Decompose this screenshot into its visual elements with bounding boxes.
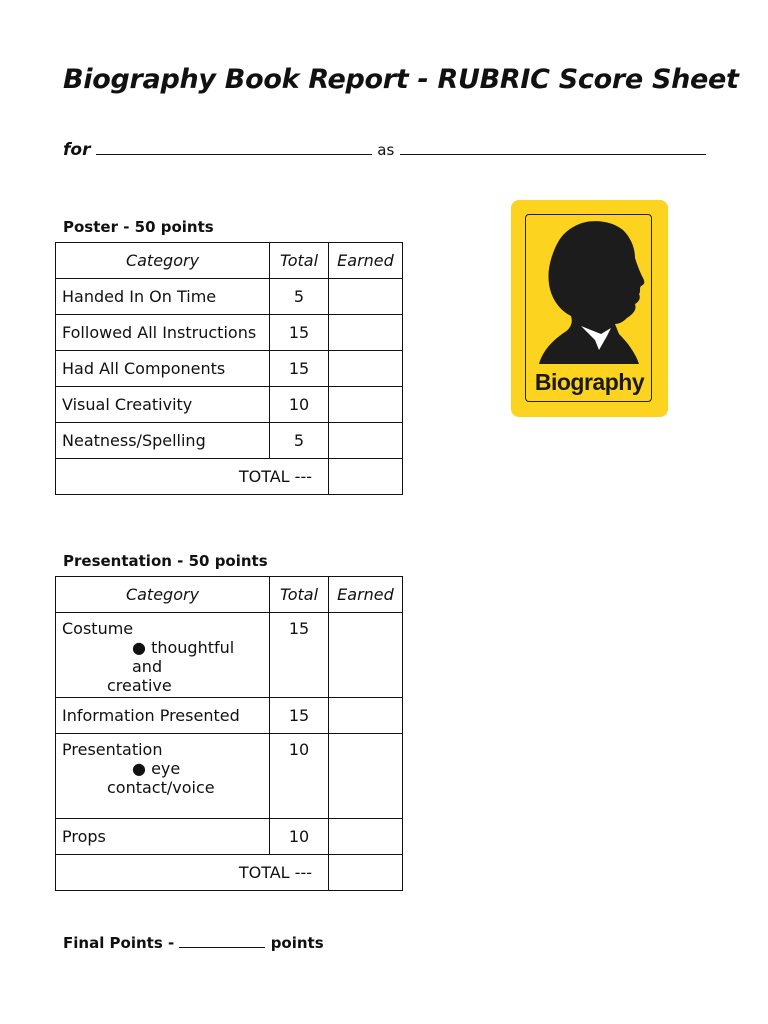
category-cell: Followed All Instructions [56,315,270,351]
presentation-heading: Presentation - 50 points [63,552,268,570]
poster-heading: Poster - 50 points [63,218,214,236]
category-cell [56,734,270,819]
total-cell: 15 [270,315,329,351]
bullet-text-wrap: contact/voice [107,778,215,797]
table-row [56,698,403,734]
earned-cell[interactable] [329,734,403,819]
bullet-text: thoughtful and [132,638,235,676]
earned-cell[interactable] [329,819,403,855]
column-header-earned: Earned [329,243,403,279]
table-row [56,279,403,315]
total-cell: 10 [270,734,329,819]
bullet-icon: ● [132,638,146,657]
table-row [56,423,403,459]
earned-total-cell[interactable] [329,459,403,495]
bullet-item [62,638,263,676]
table-row [56,351,403,387]
total-cell: 10 [270,387,329,423]
column-header-category: Category [56,243,270,279]
earned-total-cell[interactable] [329,855,403,891]
column-header-total: Total [270,243,329,279]
total-cell: 5 [270,423,329,459]
for-label: for [63,140,91,160]
final-points-suffix: points [270,934,324,952]
total-row [56,855,403,891]
page-title: Biography Book Report - RUBRIC Score Sheet [63,64,739,95]
table-row [56,819,403,855]
poster-table [55,242,403,495]
table-row [56,613,403,698]
presentation-table [55,576,403,891]
column-header-total: Total [270,577,329,613]
logo-text: Biography [534,369,645,395]
student-name-blank[interactable] [96,140,372,155]
category-label: Costume [62,619,134,638]
category-cell: Information Presented [56,698,270,734]
earned-cell[interactable] [329,698,403,734]
biography-logo [511,200,668,417]
as-label: as [377,141,395,159]
total-row [56,459,403,495]
final-points-label: Final Points - [63,934,175,952]
earned-cell[interactable] [329,423,403,459]
category-cell: Props [56,819,270,855]
bullet-item [62,759,263,778]
total-label: TOTAL --- [56,459,329,495]
earned-cell[interactable] [329,351,403,387]
category-cell: Handed In On Time [56,279,270,315]
bullet-text: eye [151,759,181,778]
name-line [63,140,706,160]
earned-cell[interactable] [329,387,403,423]
column-header-category: Category [56,577,270,613]
table-row [56,315,403,351]
category-cell: Neatness/Spelling [56,423,270,459]
category-cell [56,613,270,698]
earned-cell[interactable] [329,613,403,698]
table-row [56,734,403,819]
total-cell: 15 [270,613,329,698]
final-points [63,934,324,952]
earned-cell[interactable] [329,315,403,351]
total-cell: 10 [270,819,329,855]
final-points-blank[interactable] [179,935,265,948]
subject-name-blank[interactable] [400,140,706,155]
category-label: Presentation [62,740,163,759]
table-row [56,387,403,423]
bullet-icon: ● [132,759,146,778]
column-header-earned: Earned [329,577,403,613]
total-cell: 15 [270,351,329,387]
total-cell: 5 [270,279,329,315]
total-label: TOTAL --- [56,855,329,891]
earned-cell[interactable] [329,279,403,315]
bullet-text-wrap: creative [107,676,172,695]
category-cell: Visual Creativity [56,387,270,423]
total-cell: 15 [270,698,329,734]
category-cell: Had All Components [56,351,270,387]
